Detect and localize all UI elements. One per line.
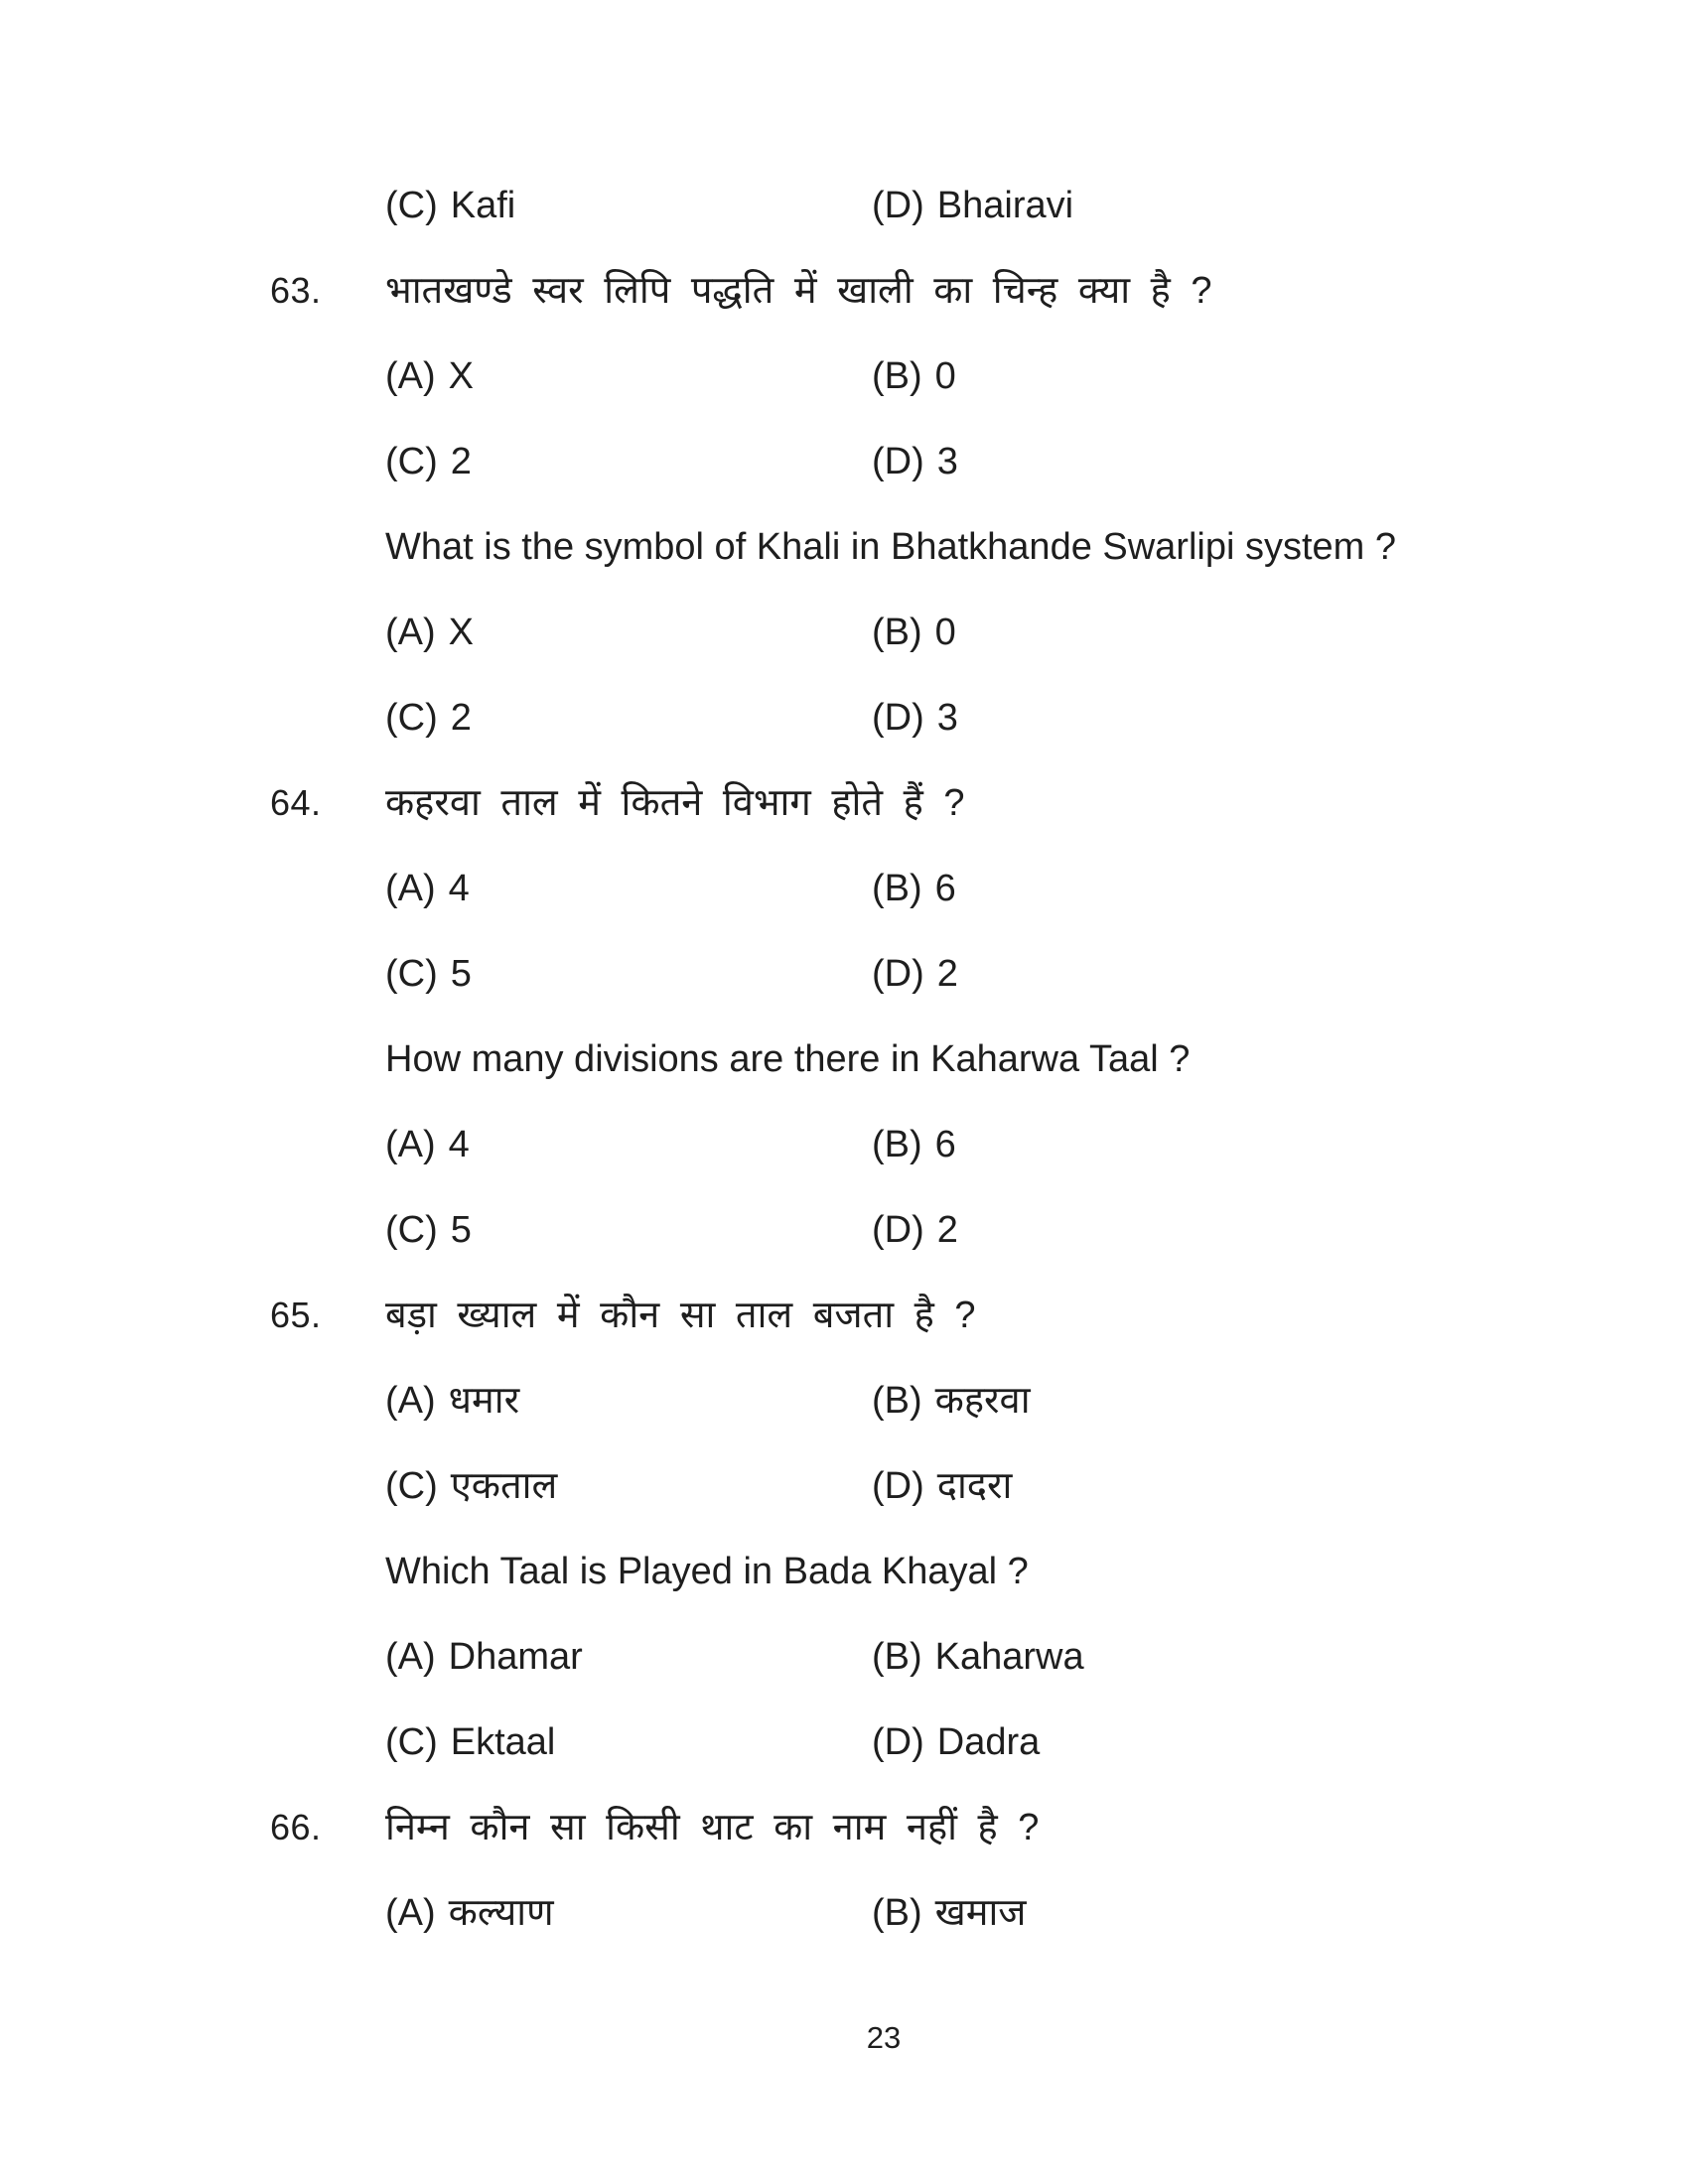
question-text-hindi: कहरवा ताल में कितने विभाग होते हैं ? [385,782,965,824]
option-text: धमार [448,1380,520,1422]
option-label: (B) [872,868,922,909]
option-row [0,1206,1688,1292]
option-row [0,438,1688,523]
option-text: 3 [936,697,958,739]
option-row [0,694,1688,779]
option-row [0,609,1688,694]
option-row [0,1462,1688,1548]
option-c [385,1206,472,1254]
option-a [385,1377,519,1425]
option-text: 5 [450,1209,472,1251]
option-c [385,1462,557,1510]
option-row [0,950,1688,1035]
option-label: (A) [385,1380,436,1422]
option-row [0,1121,1688,1206]
question-number: 65. [270,1295,322,1335]
option-label: (B) [872,1636,922,1678]
option-b [872,1633,1084,1681]
option-b [872,865,956,912]
option-text: Dadra [936,1721,1041,1763]
option-label: (A) [385,1892,436,1934]
option-text: 2 [450,697,472,739]
option-label: (B) [872,612,922,653]
option-c [385,950,472,998]
option-c [385,438,472,485]
page-number: 23 [866,2020,902,2055]
option-label: (B) [872,1892,922,1934]
option-text: Dhamar [448,1636,583,1678]
option-label: (C) [385,1721,438,1763]
option-row [0,182,1688,267]
option-text: कहरवा [934,1380,1031,1422]
question-text-hindi: भातखण्डे स्वर लिपि पद्धति में खाली का चिन्ह क्या है ? [385,270,1212,312]
question-row [0,523,1688,609]
option-text: एकताल [450,1465,558,1507]
option-a [385,352,474,400]
option-b [872,1121,956,1168]
option-text: Ektaal [450,1721,556,1763]
option-label: (C) [385,185,438,226]
question-text-hindi: निम्न कौन सा किसी थाट का नाम नहीं है ? [385,1807,1040,1848]
option-label: (D) [872,441,924,482]
option-a [385,865,470,912]
option-b [872,1377,1031,1425]
question-row [0,1804,1688,1889]
option-label: (C) [385,697,438,739]
option-text: 5 [450,953,472,995]
option-row [0,865,1688,950]
option-label: (A) [385,612,436,653]
option-d [872,1206,958,1254]
option-text: 6 [934,1124,956,1165]
option-a [385,1889,554,1937]
option-text: 2 [936,953,958,995]
option-text: Bhairavi [936,185,1074,226]
option-label: (D) [872,185,924,226]
question-row [0,1548,1688,1633]
option-text: कल्याण [448,1892,554,1934]
option-row [0,1633,1688,1718]
option-label: (A) [385,1636,436,1678]
option-c [385,182,515,229]
option-label: (A) [385,355,436,397]
option-text: 0 [934,355,956,397]
option-text: 0 [934,612,956,653]
option-a [385,1121,470,1168]
question-number: 66. [270,1807,322,1847]
option-d [872,950,958,998]
option-text: 2 [936,1209,958,1251]
option-text: Kafi [450,185,516,226]
question-number: 63. [270,270,322,311]
option-text: X [448,355,475,397]
option-label: (C) [385,441,438,482]
option-d [872,438,958,485]
option-row [0,1889,1688,1975]
option-d [872,1718,1040,1766]
option-label: (B) [872,1380,922,1422]
option-row [0,1377,1688,1462]
question-row [0,1292,1688,1377]
option-a [385,1633,583,1681]
option-d [872,1462,1012,1510]
question-row [0,779,1688,865]
option-d [872,694,958,742]
option-label: (A) [385,1124,436,1165]
option-text: X [448,612,475,653]
option-text: 4 [448,1124,470,1165]
question-text-english: Which Taal is Played in Bada Khayal ? [385,1551,1029,1592]
option-text: दादरा [936,1465,1013,1507]
option-label: (C) [385,1465,438,1507]
option-text: Kaharwa [934,1636,1084,1678]
option-label: (C) [385,1209,438,1251]
question-text-english: How many divisions are there in Kaharwa Taal ? [385,1038,1191,1080]
option-label: (D) [872,1465,924,1507]
option-text: 6 [934,868,956,909]
option-label: (D) [872,1721,924,1763]
question-text-english: What is the symbol of Khali in Bhatkhande Swarlipi system ? [385,526,1397,568]
option-row [0,352,1688,438]
option-d [872,182,1073,229]
option-c [385,1718,555,1766]
option-label: (B) [872,355,922,397]
option-label: (A) [385,868,436,909]
option-b [872,352,956,400]
option-label: (D) [872,697,924,739]
option-label: (D) [872,1209,924,1251]
question-row [0,267,1688,352]
option-c [385,694,472,742]
question-number: 64. [270,782,322,823]
option-a [385,609,474,656]
option-b [872,609,956,656]
option-text: खमाज [934,1892,1027,1934]
option-b [872,1889,1027,1937]
option-label: (B) [872,1124,922,1165]
option-row [0,1718,1688,1804]
question-row [0,1035,1688,1121]
option-label: (D) [872,953,924,995]
option-text: 2 [450,441,472,482]
option-label: (C) [385,953,438,995]
question-paper-content [0,182,1688,1975]
option-text: 4 [448,868,470,909]
question-text-hindi: बड़ा ख्याल में कौन सा ताल बजता है ? [385,1295,976,1336]
option-text: 3 [936,441,958,482]
